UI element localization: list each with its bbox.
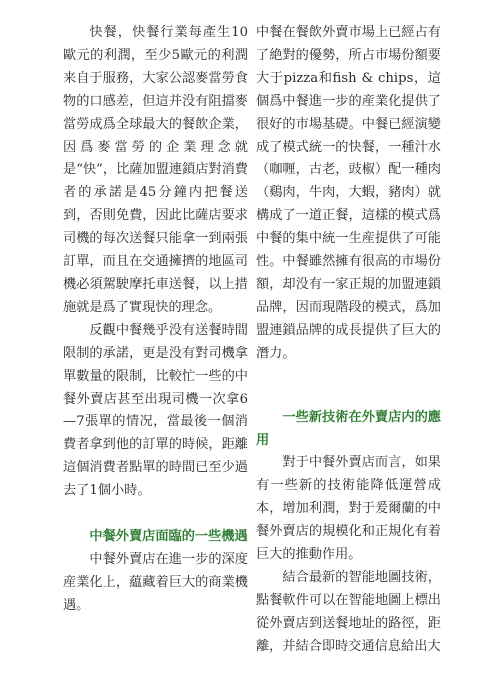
paragraph-continued: 中餐在餐飲外賣市場上已經占有了絶對的優勢，所占市場份額要大于pizza和fish & chips，這個爲中餐進一步的産業化提供了很好的市場基礎。中餐已經演變成了模式統一的快餐，一種汁水（咖喱，古老，豉椒）配一種肉（鷄肉，牛肉，大蝦，豬肉）就構成了一道正餐，這樣的模式爲中餐的集中統一生産提供了可能性。中餐雖然擁有很高的市場份額，却没有一家正規的加盟連鎖品牌，因而現階段的模式，爲加盟連鎖品牌的成長提供了巨大的潛力。 xyxy=(256,25,441,361)
paragraph: 快餐，快餐行業每產生10歐元的利潤，至少5歐元的利潤来自于服務，大家公認麥當勞食物的口感差，但這并没有阻擋麥當勞成爲全球最大的餐飲企業，因爲麥當勞的企業理念就是“快”，比薩加盟連鎖店對消費者的承諾是45分鐘内把餐送到，否則免費，因此比薩店要求司機的每次送餐只能拿一到兩張訂單，而且在交通擁擠的地區司機必須駕駛摩托車送餐，以上措施就是爲了實現快的理念。 xyxy=(63,25,248,315)
paragraph: 對于中餐外賣店而言，如果有一些新的技術能降低運營成本，增加利潤，對于爰爾蘭的中餐外賣店的規模化和正規化有着巨大的推動作用。 xyxy=(256,455,441,563)
paragraph: 中餐外賣店在進一步的深度産業化上，藴藏着巨大的商業機遇。 xyxy=(63,551,248,613)
left-column xyxy=(63,22,248,618)
paragraph: 結合最新的智能地圖技術，點餐軟件可以在智能地圖上標出從外賣店到送餐地址的路徑，距離，并結合即時交通信息給出大 xyxy=(256,569,441,654)
section-heading: 中餐外賣店面臨的一些機遇 xyxy=(89,529,248,545)
section-heading: 一些新技術在外賣店内的應用 xyxy=(256,409,441,448)
paragraph: 反觀中餐幾乎没有送餐時間限制的承諾，更是没有對司機拿單數量的限制，比較忙一些的中餐外賣店甚至出現司機一次拿6—7張單的情况，當最後一個消費者拿到他的訂單的時候，距離這個消費者點單的時間已至少過去了1個小時。 xyxy=(63,322,248,499)
right-column xyxy=(256,22,441,659)
